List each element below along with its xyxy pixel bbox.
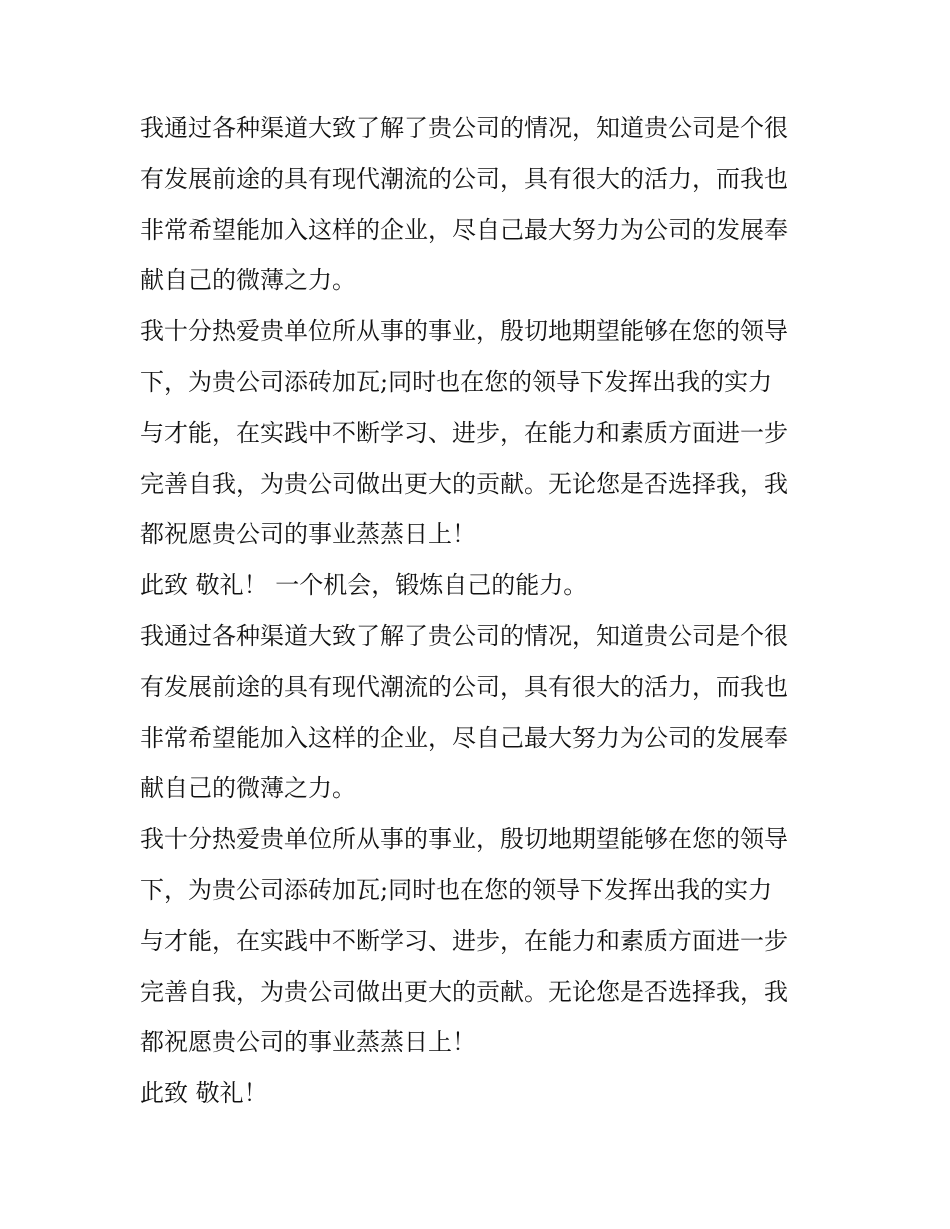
text-line: 非常希望能加入这样的企业，尽自己最大努力为公司的发展奉: [140, 723, 788, 752]
text-line: 我通过各种渠道大致了解了贵公司的情况，知道贵公司是个很: [140, 621, 788, 650]
text-line: 我十分热爱贵单位所从事的事业，殷切地期望能够在您的领导: [140, 825, 788, 854]
text-line: 有发展前途的具有现代潮流的公司，具有很大的活力，而我也: [140, 164, 788, 193]
text-line: 献自己的微薄之力。: [140, 774, 356, 803]
text-line: 此致 敬礼！: [140, 1079, 268, 1108]
text-line: 与才能，在实践中不断学习、进步，在能力和素质方面进一步: [140, 926, 788, 955]
text-line: 我通过各种渠道大致了解了贵公司的情况，知道贵公司是个很: [140, 114, 788, 142]
text-line: 下，为贵公司添砖加瓦;同时也在您的领导下发挥出我的实力: [140, 875, 773, 904]
document-body: [140, 103, 820, 1119]
text-line: 有发展前途的具有现代潮流的公司，具有很大的活力，而我也: [140, 672, 788, 701]
text-line: 下，为贵公司添砖加瓦;同时也在您的领导下发挥出我的实力: [140, 367, 773, 396]
text-line: 完善自我，为贵公司做出更大的贡献。无论您是否选择我，我: [140, 977, 788, 1006]
text-line: 完善自我，为贵公司做出更大的贡献。无论您是否选择我，我: [140, 469, 788, 498]
text-line: 与才能，在实践中不断学习、进步，在能力和素质方面进一步: [140, 418, 788, 447]
text-line: 都祝愿贵公司的事业蒸蒸日上！: [140, 520, 476, 549]
text-line: 非常希望能加入这样的企业，尽自己最大努力为公司的发展奉: [140, 215, 788, 244]
text-line: 献自己的微薄之力。: [140, 266, 356, 295]
text-line: 我十分热爱贵单位所从事的事业，殷切地期望能够在您的领导: [140, 317, 788, 346]
text-line: 此致 敬礼！ 一个机会，锻炼自己的能力。: [140, 571, 588, 600]
text-line: 都祝愿贵公司的事业蒸蒸日上！: [140, 1028, 476, 1057]
